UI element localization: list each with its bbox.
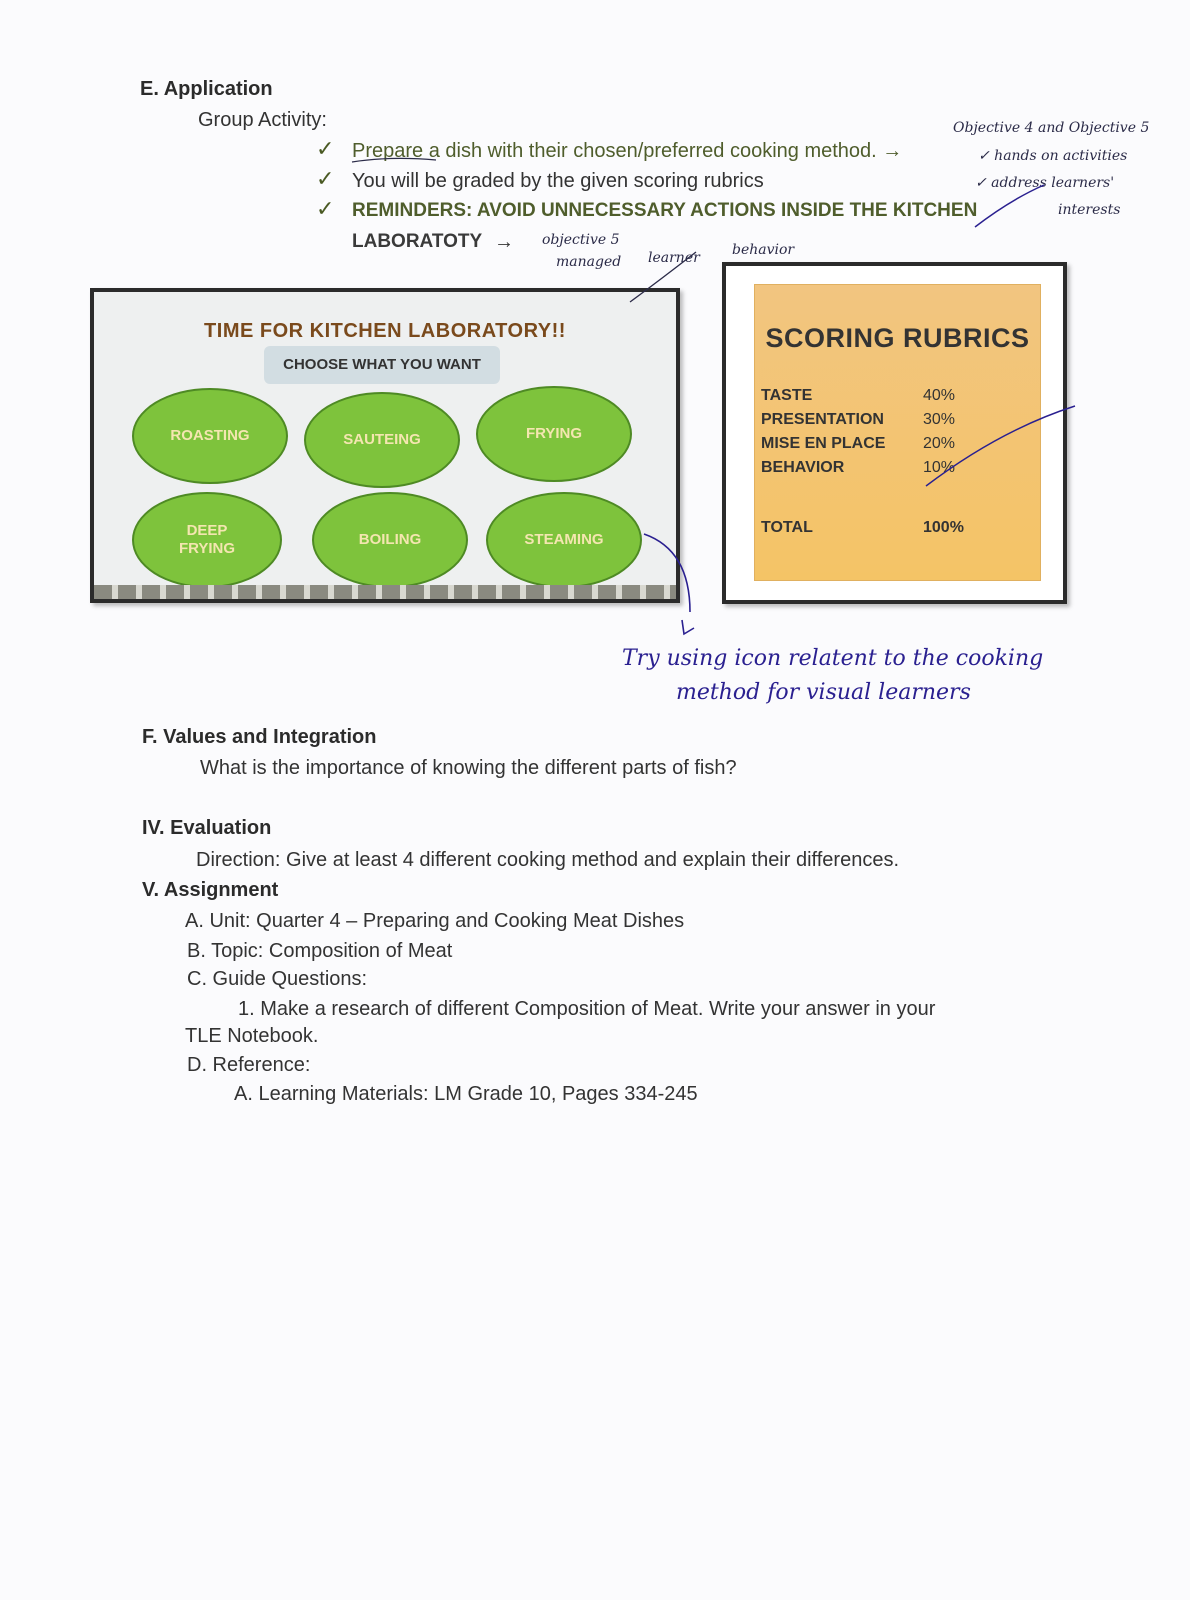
handwritten-interests: interests bbox=[1058, 202, 1121, 218]
section-heading-application: E. Application bbox=[140, 78, 273, 100]
check-icon: ✓ bbox=[316, 196, 335, 221]
handwritten-objective-5: objective 5 bbox=[542, 232, 620, 248]
check-icon: ✓ bbox=[316, 166, 335, 191]
check-stroke bbox=[630, 252, 696, 302]
rubric-label-behavior: BEHAVIOR bbox=[761, 459, 845, 476]
method-roasting: ROASTING bbox=[132, 388, 288, 484]
check-stroke bbox=[975, 185, 1044, 227]
handwritten-behavior: behavior bbox=[732, 242, 795, 258]
rubric-label-presentation: PRESENTATION bbox=[761, 411, 884, 428]
kitchen-title: TIME FOR KITCHEN LABORATORY!! bbox=[204, 320, 566, 342]
rubric-value-mise-en-place: 20% bbox=[923, 435, 956, 452]
bullet-reminders-continued: LABORATOTY bbox=[352, 231, 483, 252]
check-stroke bbox=[926, 406, 1075, 486]
rubric-value-behavior: 10% bbox=[923, 459, 956, 476]
assignment-guide-questions: C. Guide Questions: bbox=[187, 968, 368, 990]
assignment-topic: B. Topic: Composition of Meat bbox=[187, 940, 453, 962]
section-heading-values: F. Values and Integration bbox=[142, 726, 377, 748]
rubric-value-taste: 40% bbox=[923, 387, 956, 404]
bullet-prepare-dish: Prepare a dish with their chosen/preferred cooking method. → bbox=[352, 140, 903, 162]
section-heading-assignment: V. Assignment bbox=[142, 879, 279, 901]
group-activity-label: Group Activity: bbox=[198, 109, 327, 131]
rubrics-title: SCORING RUBRICS bbox=[765, 323, 1030, 353]
handwritten-managed: managed bbox=[556, 254, 622, 270]
assignment-question-1: 1. Make a research of different Composition of Meat. Write your answer in your bbox=[238, 998, 936, 1020]
section-heading-evaluation: IV. Evaluation bbox=[142, 817, 272, 839]
assignment-learning-materials: A. Learning Materials: LM Grade 10, Pages 334-245 bbox=[234, 1083, 698, 1105]
handwritten-hands-on: ✓ hands on activities bbox=[978, 148, 1128, 164]
rubric-value-presentation: 30% bbox=[923, 411, 956, 428]
bullet-reminders: REMINDERS: AVOID UNNECESSARY ACTIONS INSIDE THE KITCHEN bbox=[352, 200, 978, 221]
arrow-stroke bbox=[644, 534, 690, 612]
method-frying: FRYING bbox=[476, 386, 632, 482]
handwritten-learner: learner bbox=[648, 250, 700, 266]
rubric-total-label: TOTAL bbox=[761, 519, 813, 536]
method-boiling: BOILING bbox=[312, 492, 468, 588]
assignment-unit: A. Unit: Quarter 4 – Preparing and Cooking Meat Dishes bbox=[185, 910, 685, 932]
method-sauteing: SAUTEING bbox=[304, 392, 460, 488]
underline-stroke bbox=[352, 158, 436, 162]
assignment-question-1-continued: TLE Notebook. bbox=[185, 1025, 319, 1047]
assignment-reference: D. Reference: bbox=[187, 1054, 311, 1076]
check-icon: ✓ bbox=[316, 136, 335, 161]
values-question: What is the importance of knowing the different parts of fish? bbox=[200, 757, 737, 779]
rubric-total-value: 100% bbox=[923, 519, 964, 536]
method-deep-frying: DEEP FRYING bbox=[132, 492, 282, 588]
rubric-label-taste: TASTE bbox=[761, 387, 813, 404]
arrow-icon bbox=[682, 620, 694, 634]
handwritten-objective-note: Objective 4 and Objective 5 bbox=[953, 120, 1150, 136]
choose-what-you-want-label: CHOOSE WHAT YOU WANT bbox=[264, 346, 500, 384]
handwritten-comment-line-1: Try using icon relatent to the cooking bbox=[622, 646, 1044, 671]
rubric-label-mise-en-place: MISE EN PLACE bbox=[761, 435, 886, 452]
evaluation-direction: Direction: Give at least 4 different cooking method and explain their differences. bbox=[196, 849, 899, 871]
arrow-icon: → bbox=[494, 231, 514, 253]
handwritten-comment-line-2: method for visual learners bbox=[676, 680, 971, 705]
handwritten-address-learners: ✓ address learners' bbox=[975, 175, 1115, 191]
method-steaming: STEAMING bbox=[486, 492, 642, 588]
bullet-graded-rubrics: You will be graded by the given scoring rubrics bbox=[352, 170, 764, 192]
